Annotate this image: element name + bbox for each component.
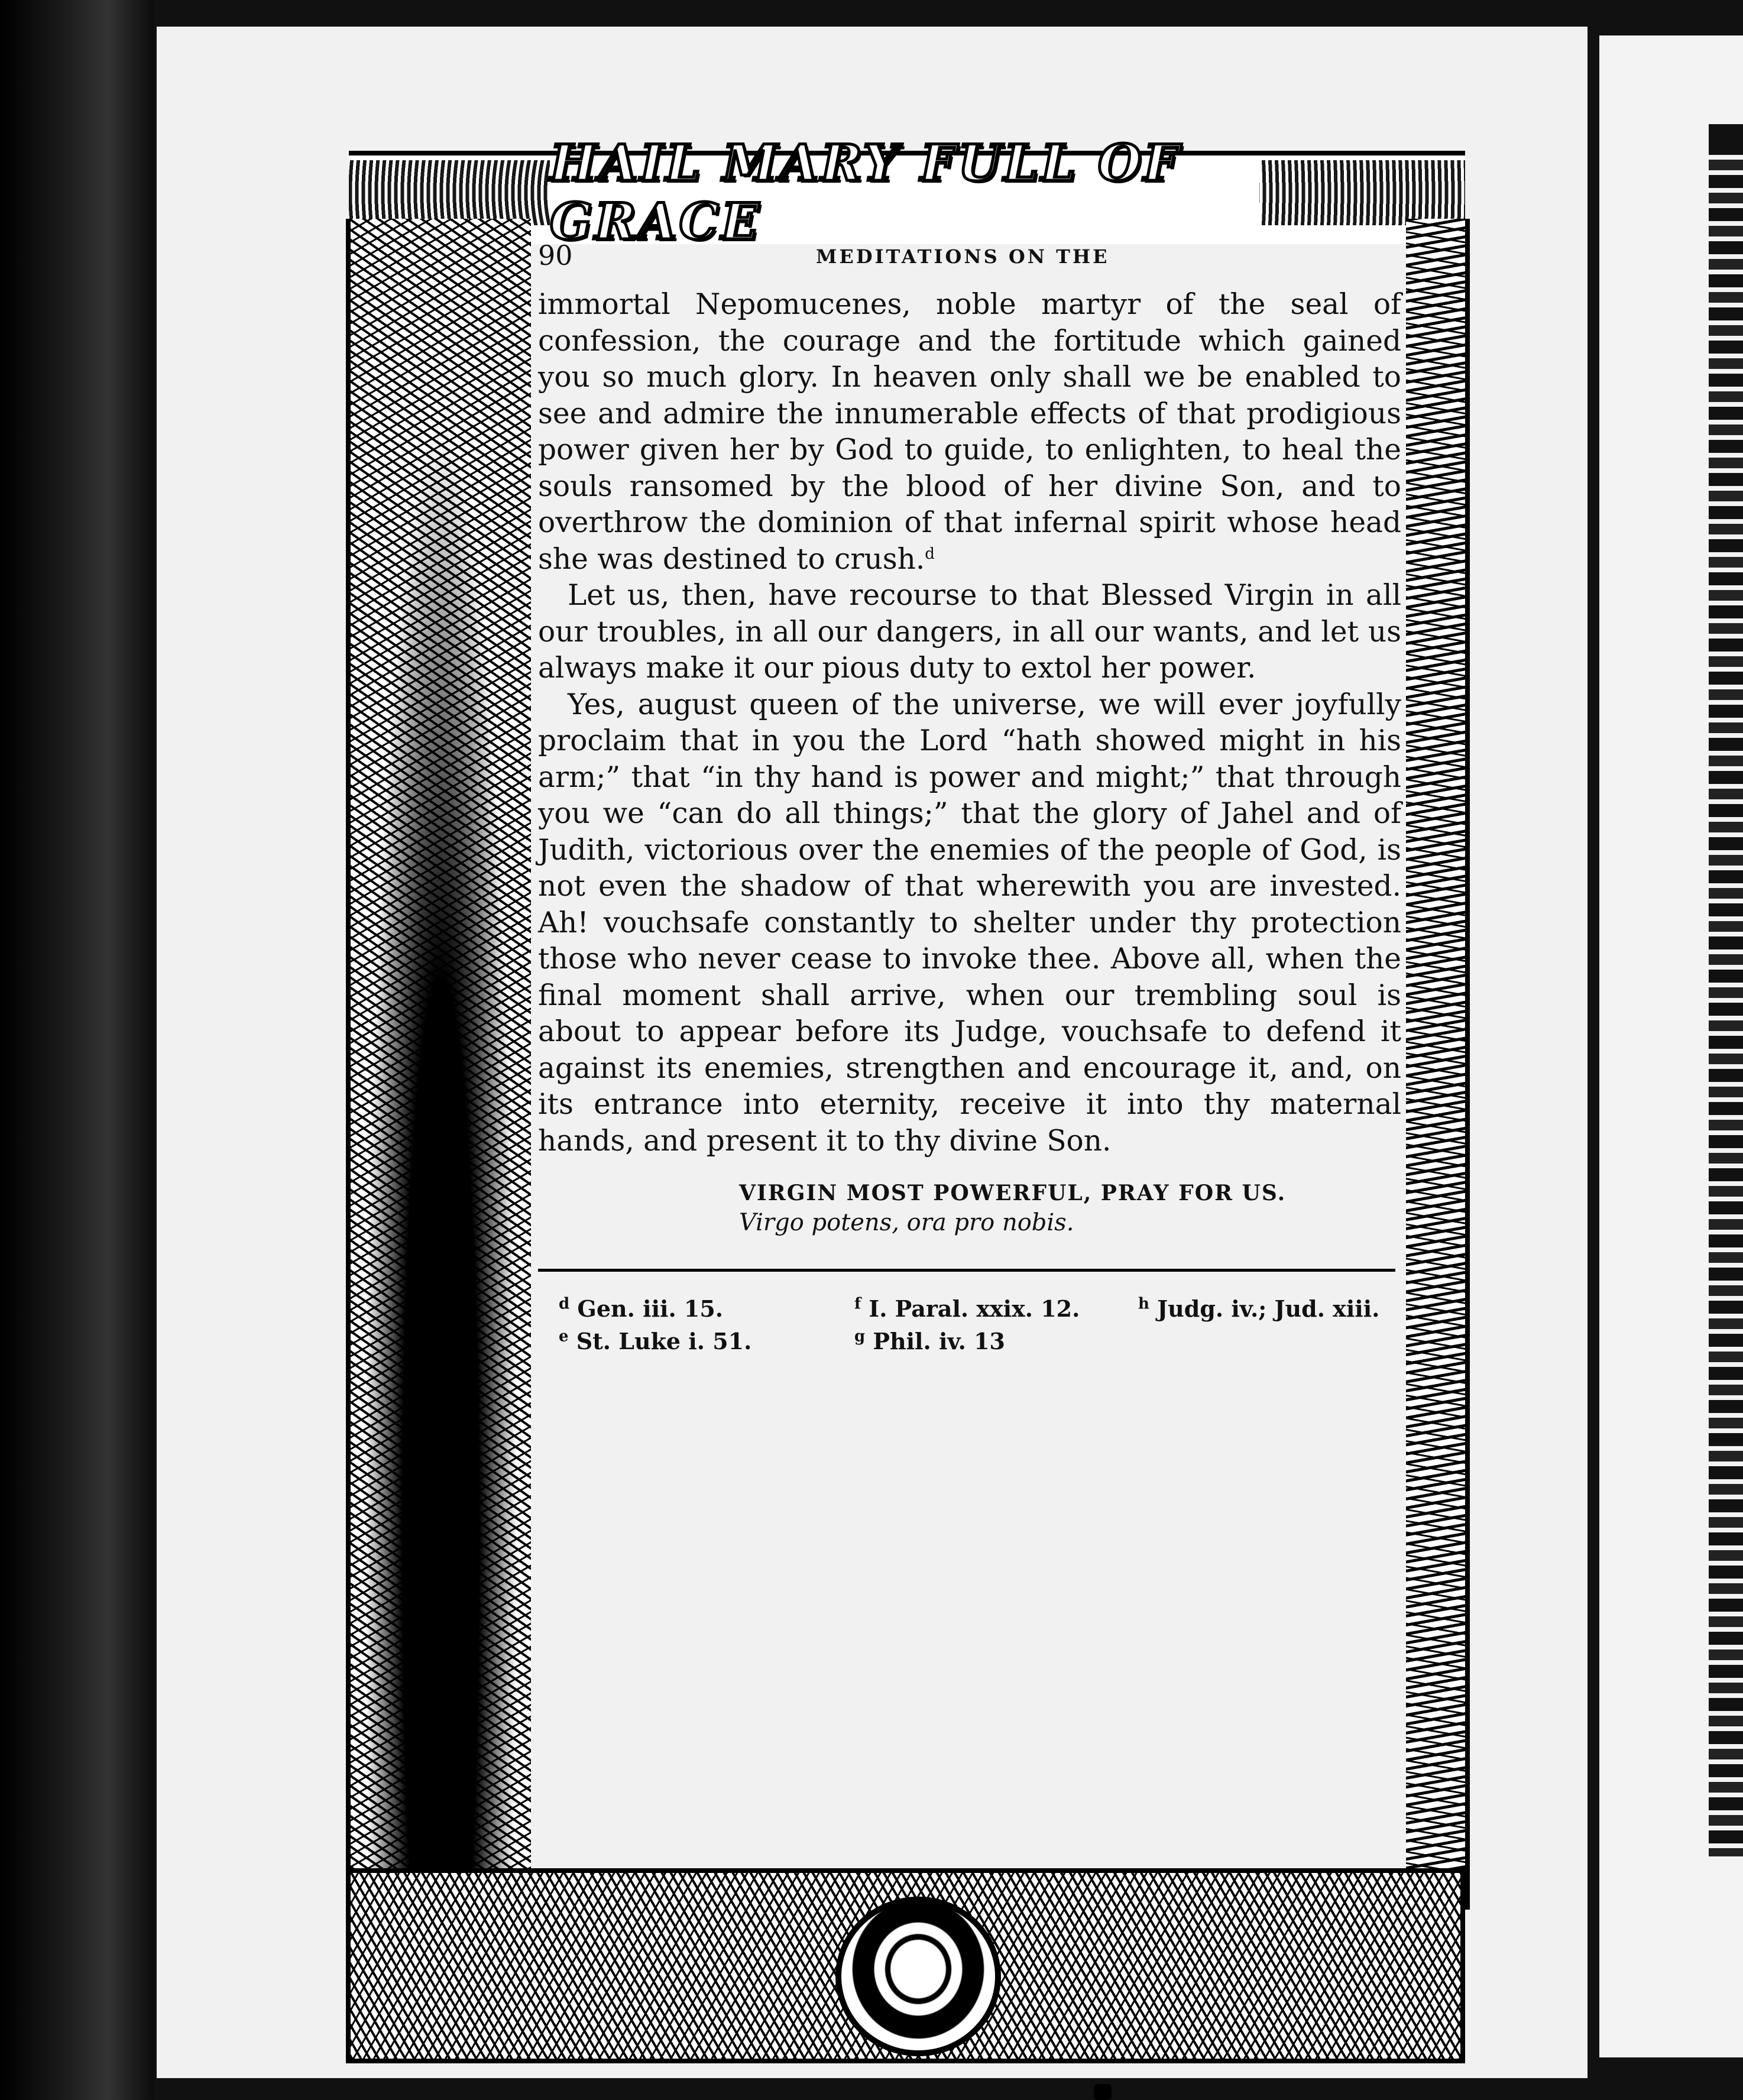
- banner-text: HAIL MARY FULL OF GRACE: [550, 134, 1181, 251]
- book-spine-edge: [0, 0, 154, 2100]
- paragraph: immortal Nepomucenes, noble martyr of the seal of confession, the courage and the fortitude which gained you so much glory. In heaven only shall we be enabled to see and admire the innumerable effects of that prodigious power given her by God to guide, to enlighten, to heal the souls ransomed by the blood of her divine Son, and to overthrow the dominion of that infernal spirit whose head she was destined to crush.$^d$: [538, 288, 1401, 576]
- madonna-medallion: [835, 1897, 1001, 2056]
- footnote-rule: [538, 1269, 1395, 1272]
- note-marker: d: [925, 545, 935, 563]
- footnote: $^f$ I. Paral. xxix. 12.: [854, 1295, 1080, 1322]
- running-head: [538, 228, 1401, 287]
- paragraph: Let us, then, have recourse to that Blessed Virgin in all our troubles, in all our dangers, in all our wants, and let us always make it our pious duty to extol her power.: [538, 579, 1401, 685]
- footnote: $^d$ Gen. iii. 15.: [559, 1295, 724, 1322]
- footnote: $^g$ Phil. iv. 13: [854, 1327, 1005, 1354]
- body-text: [538, 287, 1401, 1159]
- border-banner: [550, 134, 1259, 251]
- ornamental-border-left: [346, 219, 531, 1868]
- running-head-title: MEDITATIONS ON THE: [816, 245, 1110, 268]
- scan-artifact: [1094, 2084, 1112, 2100]
- footnote: $^h$ Judg. iv.; Jud. xiii.: [1138, 1295, 1380, 1322]
- footnotes: [538, 1295, 1401, 1366]
- invocation-english: VIRGIN MOST POWERFUL, PRAY FOR US.: [739, 1181, 1287, 1205]
- paragraph: Yes, august queen of the universe, we will ever joyfully proclaim that in you the Lord “hath showed might in his arm;” that “in thy hand is power and might;” that through you we “can do all things;” that the glory of Jahel and of Judith, victorious over the enemies of the people of God, is not even the shadow of that wherewith you are invested. Ah! vouchsafe constantly to shelter under thy protection those who never cease to invoke thee. Above all, when the final moment shall arrive, when our trembling soul is about to appear before its Judge, vouchsafe to defend it against its enemies, strengthen and encourage it, and, on its entrance into eternity, receive it into thy maternal hands, and present it to thy divine Son.: [538, 688, 1401, 1158]
- invocation-latin: Virgo potens, ora pro nobis.: [739, 1209, 1074, 1236]
- footnote: $^e$ St. Luke i. 51.: [559, 1327, 752, 1354]
- ornamental-border-right: [1406, 219, 1470, 1910]
- page-number: 90: [538, 239, 573, 271]
- facing-page-border-top: [1709, 124, 1743, 142]
- facing-page-border: [1709, 142, 1743, 1856]
- text-block: [538, 228, 1401, 1366]
- ornamental-border-bottom: [346, 1868, 1465, 2063]
